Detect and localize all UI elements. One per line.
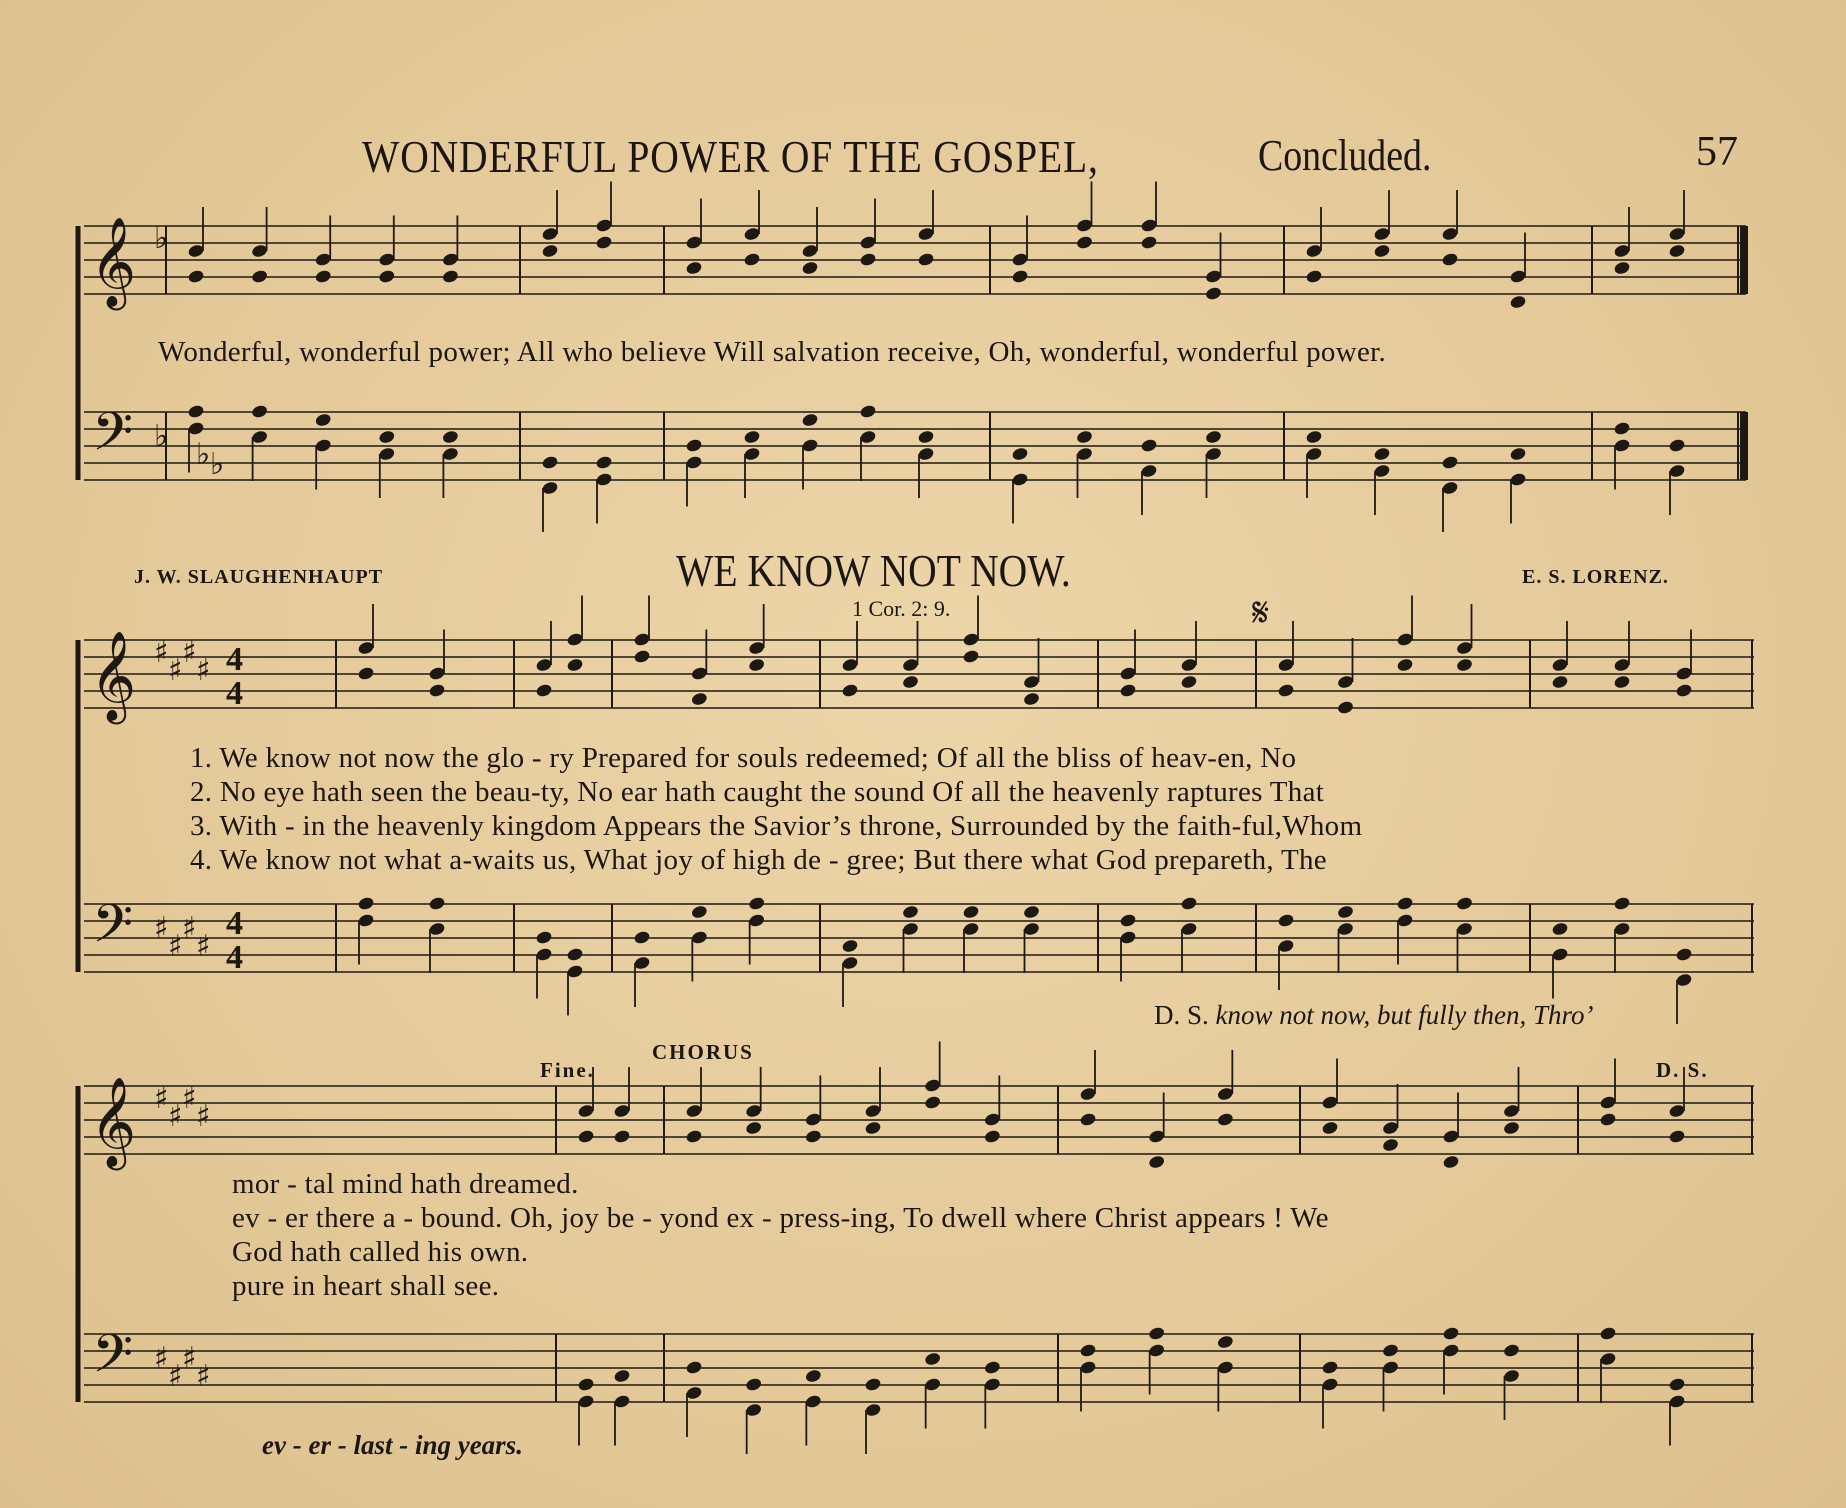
ds-mark: D. S. [1656, 1058, 1709, 1082]
note-head [357, 896, 375, 911]
key-accidental-icon: ♯ [196, 1359, 211, 1394]
time-signature: 4 [226, 939, 243, 976]
note-head [917, 429, 935, 444]
key-accidental-icon: ♯ [196, 929, 211, 964]
note-head [1599, 1112, 1617, 1127]
note-head [1023, 904, 1041, 919]
note-head [1321, 1360, 1339, 1375]
key-accidental-icon: ♯ [168, 1099, 183, 1134]
fine-mark: Fine. [540, 1058, 595, 1082]
note-head [1076, 235, 1094, 250]
note-head [902, 904, 920, 919]
note-head [917, 252, 935, 267]
bass-clef-icon: 𝄢 [92, 402, 134, 476]
note-head [864, 1120, 882, 1135]
key-accidental-icon: ♯ [168, 1359, 183, 1394]
note-head [1180, 896, 1198, 911]
note-head [633, 649, 651, 664]
key-accidental-icon: ♯ [182, 635, 197, 670]
note-head [595, 455, 613, 470]
note-head [1675, 947, 1693, 962]
note-head [1396, 896, 1414, 911]
note-head [1076, 429, 1094, 444]
chorus-mark: CHORUS [652, 1040, 754, 1064]
note-head [441, 269, 459, 284]
key-accidental-icon: ♯ [182, 1341, 197, 1376]
ending-4: pure in heart shall see. [232, 1270, 500, 1302]
note-head [690, 691, 708, 706]
hymn-title: WE KNOW NOT NOW. [676, 545, 1071, 596]
treble-clef-icon: 𝄞 [90, 1077, 137, 1167]
note-head [1321, 1120, 1339, 1135]
note-head [1396, 657, 1414, 672]
note-head [441, 429, 459, 444]
note-head [804, 1129, 822, 1144]
bass-clef-icon: 𝄢 [92, 894, 134, 968]
note-head [1205, 429, 1223, 444]
note-head [535, 683, 553, 698]
note-head [745, 1377, 763, 1392]
note-head [613, 1129, 631, 1144]
note-head [1456, 896, 1474, 911]
key-accidental-icon: ♭ [154, 221, 169, 256]
note-head [1668, 1377, 1686, 1392]
note-head [1456, 657, 1474, 672]
note-head [428, 683, 446, 698]
note-head [1337, 700, 1355, 715]
key-accidental-icon: ♯ [154, 1081, 169, 1116]
note-head [187, 404, 205, 419]
note-head [1011, 269, 1029, 284]
key-accidental-icon: ♯ [154, 911, 169, 946]
note-head [1373, 446, 1391, 461]
note-head [1337, 904, 1355, 919]
key-accidental-icon: ♭ [196, 437, 211, 472]
verse-4: 4. We know not what a-waits us, What joy of high de - gree; But there what God prepareth, The [190, 844, 1327, 876]
key-accidental-icon: ♭ [210, 447, 225, 482]
note-head [1119, 913, 1137, 928]
note-head [357, 666, 375, 681]
note-head [841, 683, 859, 698]
ending-3: God hath called his own. [232, 1236, 529, 1268]
note-head [633, 930, 651, 945]
note-head [428, 896, 446, 911]
composer-right: E. S. LORENZ. [1522, 566, 1669, 588]
note-head [1613, 260, 1631, 275]
note-head [748, 657, 766, 672]
key-accidental-icon: ♯ [168, 653, 183, 688]
ending-1: mor - tal mind hath dreamed. [232, 1168, 579, 1200]
key-accidental-icon: ♯ [154, 1341, 169, 1376]
note-head [804, 1368, 822, 1383]
note-head [314, 412, 332, 427]
note-head [251, 269, 269, 284]
segno-sign: 𝄋 [1252, 590, 1270, 636]
note-head [685, 1129, 703, 1144]
note-head [841, 938, 859, 953]
note-head [1216, 1334, 1234, 1349]
note-head [1675, 683, 1693, 698]
note-head [924, 1095, 942, 1110]
note-head [1668, 438, 1686, 453]
note-head [1613, 896, 1631, 911]
note-head [1079, 1343, 1097, 1358]
note-head [1023, 691, 1041, 706]
note-head [1011, 446, 1029, 461]
note-head [535, 930, 553, 945]
note-head [1382, 1343, 1400, 1358]
note-head [983, 1360, 1001, 1375]
verse-3: 3. With - in the heavenly kingdom Appears the Savior’s throne, Surrounded by the faith-ful,Whom [190, 810, 1363, 842]
key-accidental-icon: ♯ [168, 929, 183, 964]
note-head [1305, 429, 1323, 444]
note-head [1305, 269, 1323, 284]
note-head [566, 657, 584, 672]
note-head [1382, 1137, 1400, 1152]
note-head [1277, 913, 1295, 928]
ending-2: ev - er there a - bound. Oh, joy be - yond ex - press-ing, To dwell where Christ appears ! We [232, 1202, 1329, 1234]
note-head [1551, 921, 1569, 936]
ds-label: D. S. [1154, 1000, 1209, 1030]
note-head [566, 947, 584, 962]
verse-2: 2. No eye hath seen the beau-ty, No ear hath caught the sound Of all the heavenly raptures That [190, 776, 1325, 808]
note-head [859, 252, 877, 267]
bass-clef-icon: 𝄢 [92, 1324, 134, 1398]
note-head [1441, 455, 1459, 470]
note-head [1079, 1112, 1097, 1127]
note-head [685, 438, 703, 453]
note-head [859, 404, 877, 419]
note-head [1442, 1326, 1460, 1341]
note-head [1148, 1154, 1166, 1169]
note-head [924, 1351, 942, 1366]
note-head [1140, 235, 1158, 250]
note-head [314, 269, 332, 284]
composer-left: J. W. SLAUGHENHAUPT [134, 566, 384, 588]
note-head [1503, 1343, 1521, 1358]
note-head [1180, 674, 1198, 689]
note-head [251, 404, 269, 419]
note-head [743, 429, 761, 444]
note-head [1205, 286, 1223, 301]
note-head [983, 1129, 1001, 1144]
note-head [748, 896, 766, 911]
note-head [1613, 674, 1631, 689]
key-accidental-icon: ♯ [196, 653, 211, 688]
note-head [1373, 243, 1391, 258]
scripture-reference: 1 Cor. 2: 9. [852, 596, 951, 621]
ds-line [1154, 1000, 1594, 1031]
note-head [1509, 446, 1527, 461]
note-head [1140, 438, 1158, 453]
note-head [541, 455, 559, 470]
note-head [745, 1120, 763, 1135]
time-signature: 4 [226, 641, 243, 678]
note-head [1668, 1129, 1686, 1144]
page-title: WONDERFUL POWER OF THE GOSPEL, [362, 131, 1099, 182]
note-head [613, 1368, 631, 1383]
key-accidental-icon: ♭ [154, 419, 169, 454]
verse-1: 1. We know not now the glo - ry Prepared for souls redeemed; Of all the bliss of heav-en, No [190, 742, 1297, 774]
note-head [801, 412, 819, 427]
song1-lyric: Wonderful, wonderful power; All who believe Will salvation receive, Oh, wonderful, wonderful power. [158, 336, 1387, 368]
note-head [1277, 683, 1295, 698]
note-head [1503, 1120, 1521, 1135]
note-head [541, 243, 559, 258]
note-head [801, 260, 819, 275]
key-accidental-icon: ♯ [182, 1081, 197, 1116]
time-signature: 4 [226, 675, 243, 712]
note-head [1119, 683, 1137, 698]
note-head [378, 269, 396, 284]
note-head [1216, 1112, 1234, 1127]
key-accidental-icon: ♯ [154, 635, 169, 670]
note-head [962, 904, 980, 919]
key-accidental-icon: ♯ [196, 1099, 211, 1134]
note-head [577, 1129, 595, 1144]
note-head [1441, 252, 1459, 267]
note-head [685, 260, 703, 275]
key-accidental-icon: ♯ [182, 911, 197, 946]
note-head [902, 674, 920, 689]
note-head [1442, 1154, 1460, 1169]
note-head [962, 649, 980, 664]
note-head [187, 269, 205, 284]
note-head [1551, 674, 1569, 689]
page-number: 57 [1696, 129, 1738, 175]
note-head [1148, 1326, 1166, 1341]
page-subtitle: Concluded. [1258, 131, 1432, 180]
note-head [1613, 421, 1631, 436]
time-signature: 4 [226, 905, 243, 942]
ds-text: know not now, but fully then, Thro’ [1215, 1000, 1594, 1030]
note-head [577, 1377, 595, 1392]
note-head [743, 252, 761, 267]
note-head [1509, 294, 1527, 309]
note-head [864, 1377, 882, 1392]
note-head [595, 235, 613, 250]
treble-clef-icon: 𝄞 [90, 631, 137, 721]
final-lyric: ev - er - last - ing years. [262, 1430, 523, 1460]
note-head [1668, 243, 1686, 258]
treble-clef-icon: 𝄞 [90, 217, 137, 307]
note-head [690, 904, 708, 919]
note-head [378, 429, 396, 444]
note-head [1599, 1326, 1617, 1341]
note-head [685, 1360, 703, 1375]
